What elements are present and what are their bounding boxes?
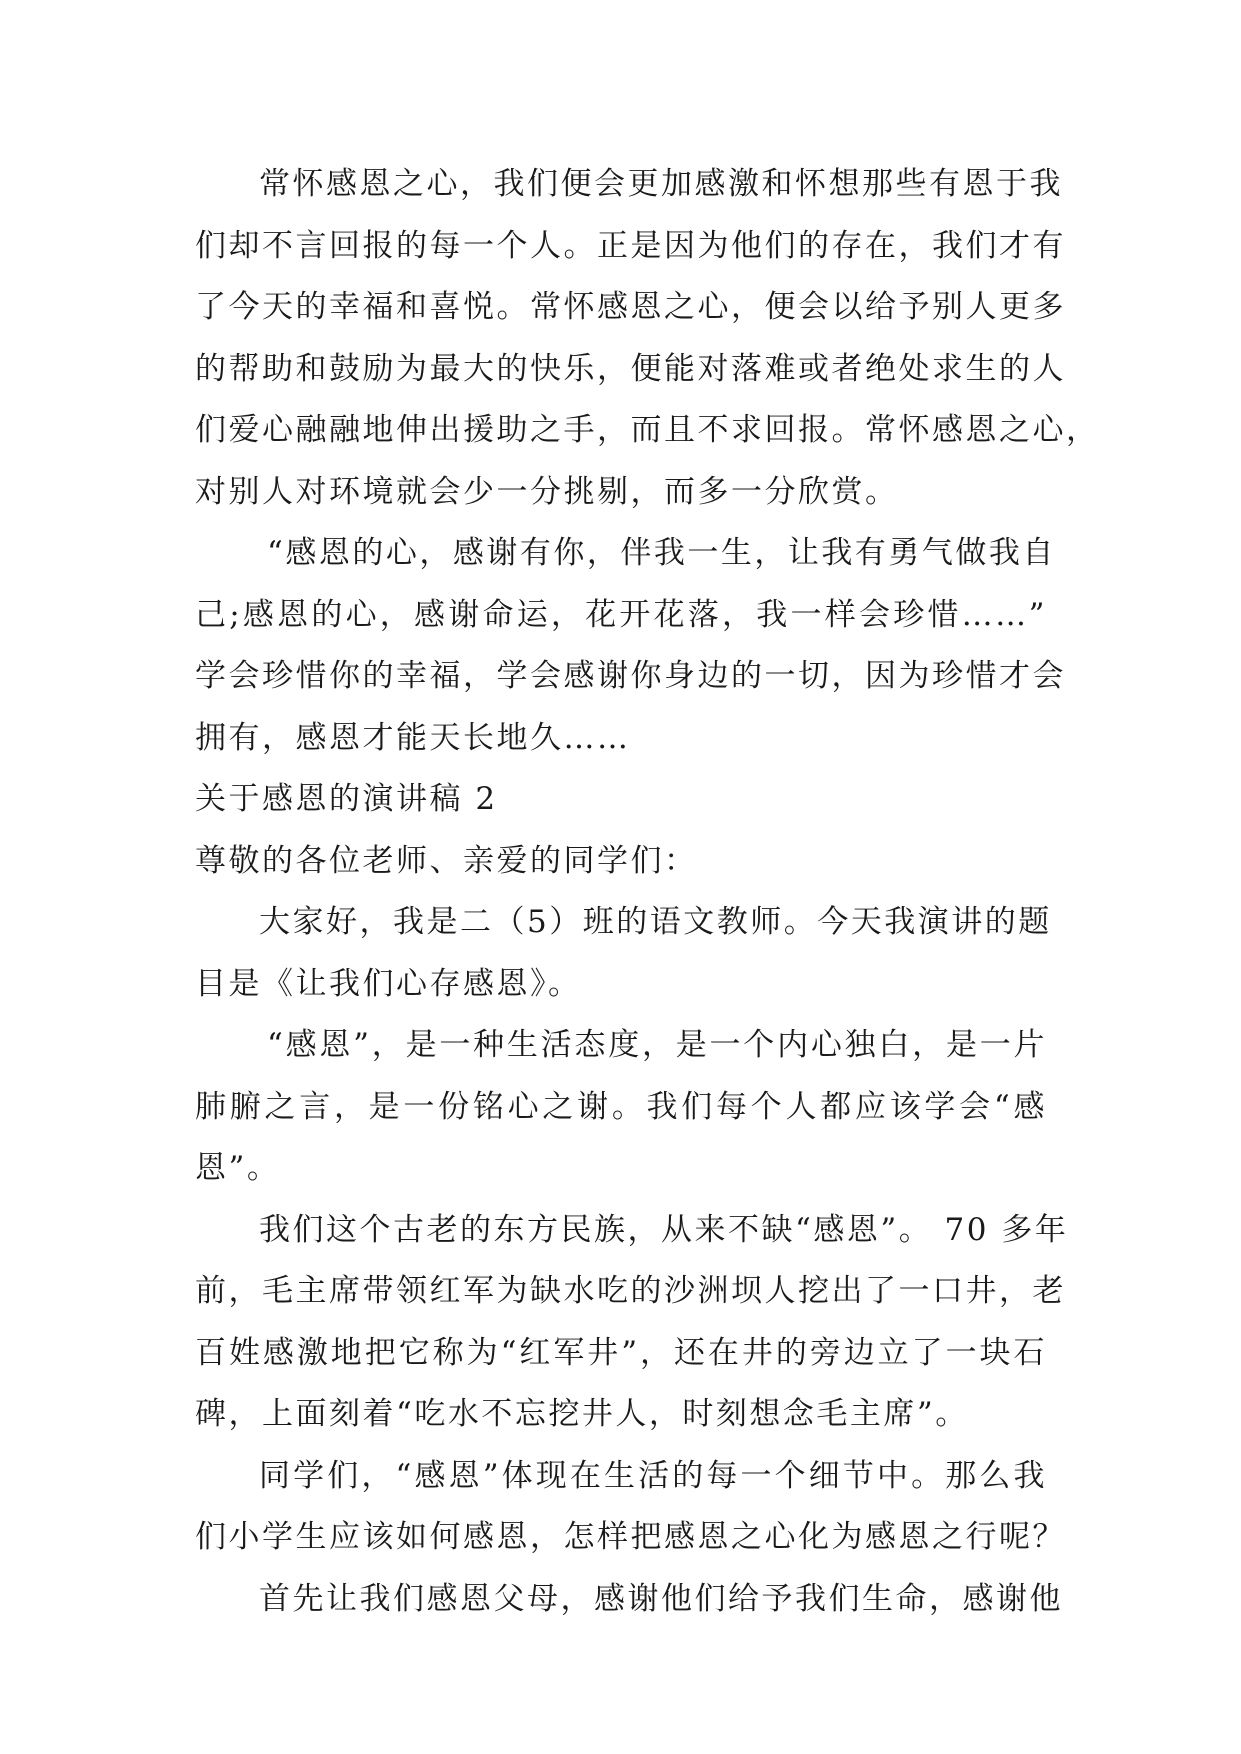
paragraph-line: “感恩的心，感谢有你，伴我一生，让我有勇气做我自 [267, 535, 1056, 571]
paragraph-line: 百姓感激地把它称为“红军井”，还在井的旁边立了一块石 [195, 1334, 1047, 1371]
paragraph-line: 肺腑之言，是一份铭心之谢。我们每个人都应该学会“感 [195, 1088, 1047, 1125]
section-heading: 关于感恩的演讲稿 2 [195, 781, 498, 817]
paragraph-line: 拥有，感恩才能天长地久…… [195, 719, 631, 756]
paragraph-line: 大家好，我是二（5）班的语文教师。今天我演讲的题 [259, 904, 1052, 940]
document-body [195, 154, 1100, 1630]
paragraph-line: 目是《让我们心存感恩》。 [195, 965, 582, 1002]
paragraph-line: 同学们，“感恩”体现在生活的每一个细节中。那么我 [259, 1457, 1047, 1494]
paragraph-line: 的帮助和鼓励为最大的快乐，便能对落难或者绝处求生的人 [195, 350, 1066, 387]
paragraph-line: 己;感恩的心，感谢命运，花开花落，我一样会珍惜……” [195, 596, 1047, 633]
paragraph-line: 对别人对环境就会少一分挑剔，而多一分欣赏。 [195, 473, 899, 510]
paragraph-line: 恩”。 [195, 1150, 281, 1186]
paragraph-line: 首先让我们感恩父母，感谢他们给予我们生命，感谢他 [259, 1580, 1063, 1617]
salutation: 尊敬的各位老师、亲爱的同学们： [195, 842, 698, 879]
paragraph-line: “感恩”，是一种生活态度，是一个内心独白，是一片 [267, 1027, 1047, 1063]
paragraph-line: 了今天的幸福和喜悦。常怀感恩之心，便会以给予别人更多 [195, 289, 1066, 325]
paragraph-line: 们爱心融融地伸出援助之手，而且不求回报。常怀感恩之心， [195, 412, 1100, 448]
paragraph-line: 学会珍惜你的幸福，学会感谢你身边的一切，因为珍惜才会 [195, 658, 1066, 694]
paragraph-line: 碑，上面刻着“吃水不忘挖井人，时刻想念毛主席”。 [195, 1396, 969, 1432]
paragraph-line: 们却不言回报的每一个人。正是因为他们的存在，我们才有 [195, 227, 1066, 264]
paragraph-line: 常怀感恩之心，我们便会更加感激和怀想那些有恩于我 [259, 166, 1063, 202]
paragraph-line: 我们这个古老的东方民族，从来不缺“感恩”。 70 多年 [259, 1211, 1069, 1248]
paragraph-line: 们小学生应该如何感恩，怎样把感恩之心化为感恩之行呢？ [195, 1519, 1066, 1555]
paragraph-line: 前，毛主席带领红军为缺水吃的沙洲坝人挖出了一口井，老 [195, 1273, 1066, 1309]
